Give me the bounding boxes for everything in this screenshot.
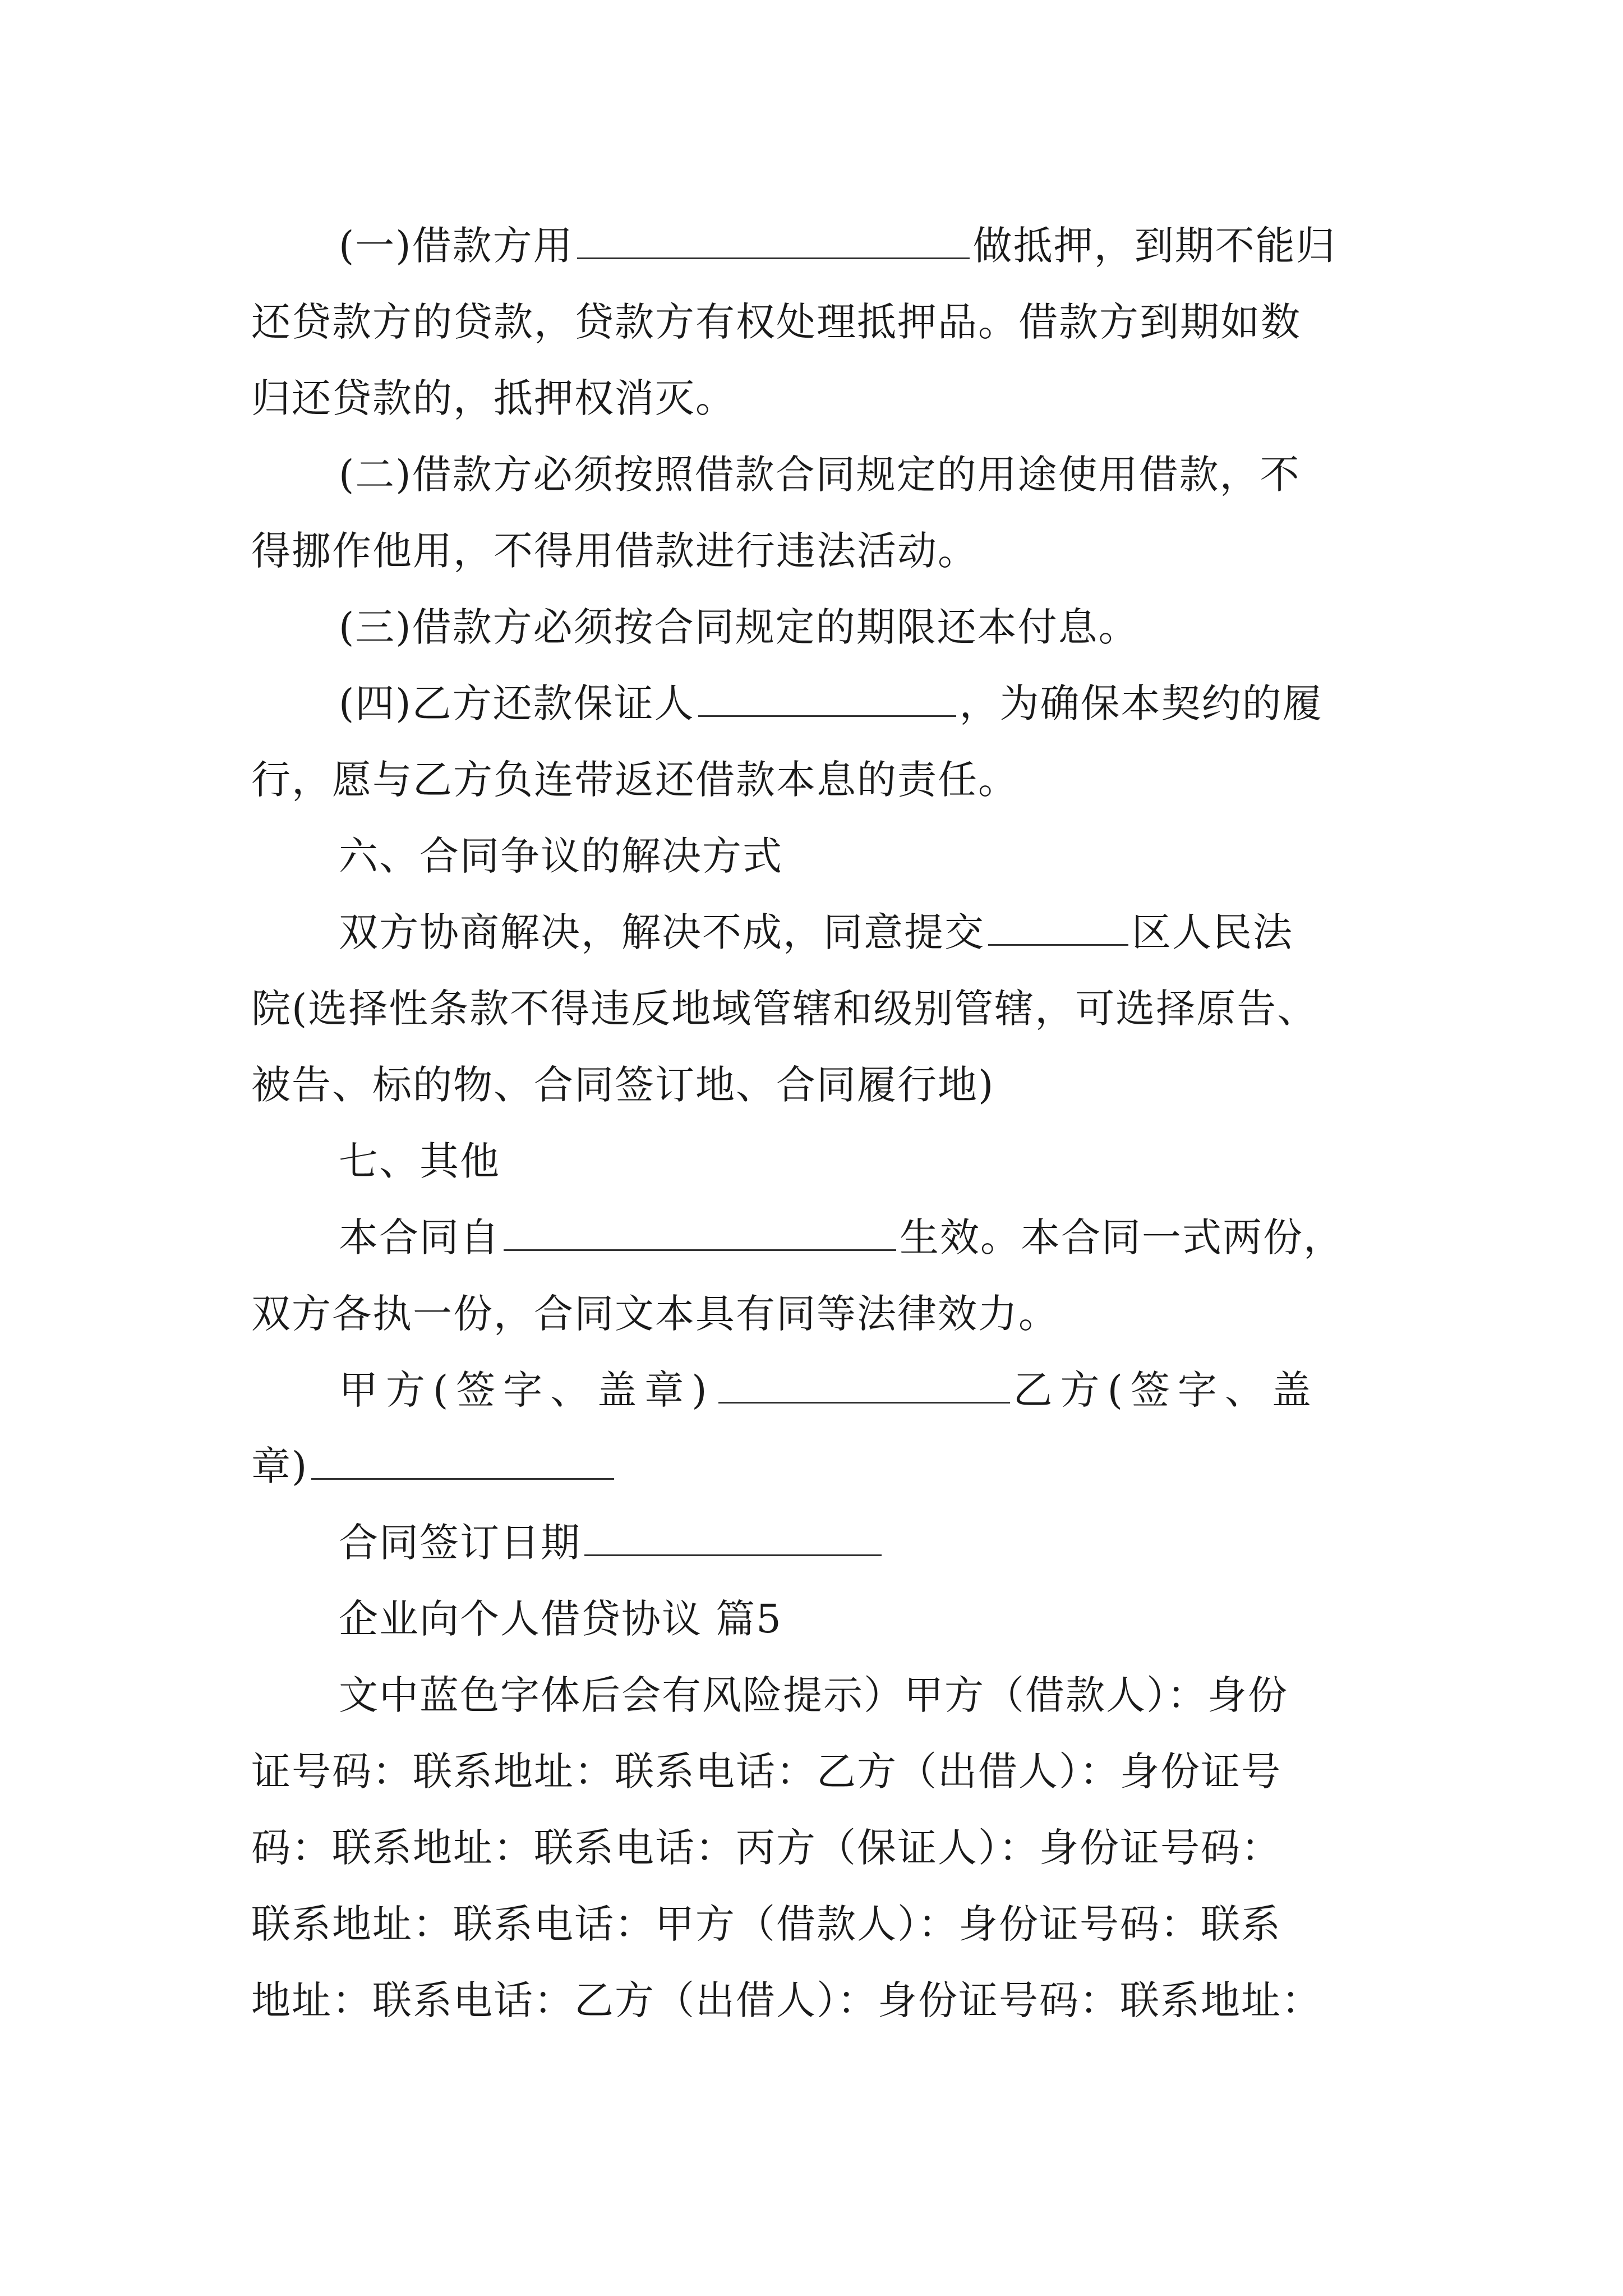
text-line: 码：联系地址：联系电话：丙方（保证人）：身份证号码： [251, 1825, 1281, 1871]
text-segment: 本合同自 [339, 1214, 500, 1260]
text-segment: 甲方(签字、盖章) [339, 1367, 715, 1413]
blank-field [718, 1368, 1010, 1404]
blank-field [577, 224, 970, 259]
blank-field [584, 1521, 882, 1556]
text-line: 证号码：联系地址：联系电话：乙方（出借人）：身份证号 [251, 1749, 1281, 1795]
text-line: 文中蓝色字体后会有风险提示）甲方（借款人）：身份 [339, 1672, 1288, 1718]
text-line: 行，愿与乙方负连带返还借款本息的责任。 [251, 757, 1018, 803]
text-line: 双方各执一份，合同文本具有同等法律效力。 [251, 1291, 1059, 1337]
blank-field [311, 1444, 614, 1480]
text-segment: 乙方(签字、盖 [1013, 1367, 1319, 1413]
blank-field [698, 682, 956, 717]
text-segment: 做抵押，到期不能归 [972, 223, 1336, 269]
text-line [339, 907, 1395, 958]
text-segment: 生效。本合同一式两份， [900, 1214, 1344, 1260]
text-line: 被告、标的物、合同签订地、合同履行地) [251, 1062, 995, 1108]
text-segment: ，为确保本契约的履 [959, 680, 1323, 726]
text-line: 院(选择性条款不得违反地域管辖和级别管辖，可选择原告、 [251, 986, 1318, 1032]
text-line: 归还贷款的，抵押权消灭。 [251, 375, 736, 421]
text-line: 还贷款方的贷款，贷款方有权处理抵押品。借款方到期如数 [251, 299, 1301, 345]
text-line: 地址：联系电话：乙方（出借人）：身份证号码：联系地址： [251, 1977, 1322, 2023]
signature-line [339, 1365, 1395, 1415]
text-line: (二)借款方必须按照借款合同规定的用途使用借款，不 [339, 452, 1301, 498]
text-segment: (四)乙方还款保证人 [339, 680, 695, 726]
section-heading: 七、其他 [339, 1138, 500, 1184]
text-line: 联系地址：联系电话：甲方（借款人）：身份证号码：联系 [251, 1901, 1281, 1947]
signature-line [251, 1441, 1395, 1492]
text-segment: 章) [251, 1443, 308, 1489]
text-segment: 双方协商解决，解决不成，同意提交 [339, 909, 985, 955]
text-segment: (一)借款方用 [339, 223, 574, 269]
text-line: 得挪作他用，不得用借款进行违法活动。 [251, 528, 978, 574]
text-segment: 合同签订日期 [339, 1520, 581, 1566]
article-title: 企业向个人借贷协议 篇5 [339, 1596, 782, 1642]
blank-field [988, 910, 1128, 946]
text-segment: 区人民法 [1132, 909, 1293, 955]
text-line [339, 1212, 1395, 1263]
text-line: (三)借款方必须按合同规定的期限还本付息。 [339, 604, 1139, 650]
text-line [339, 220, 1395, 271]
text-line [339, 678, 1395, 729]
date-line [339, 1517, 1395, 1568]
blank-field [504, 1216, 896, 1251]
section-heading: 六、合同争议的解决方式 [339, 833, 783, 879]
